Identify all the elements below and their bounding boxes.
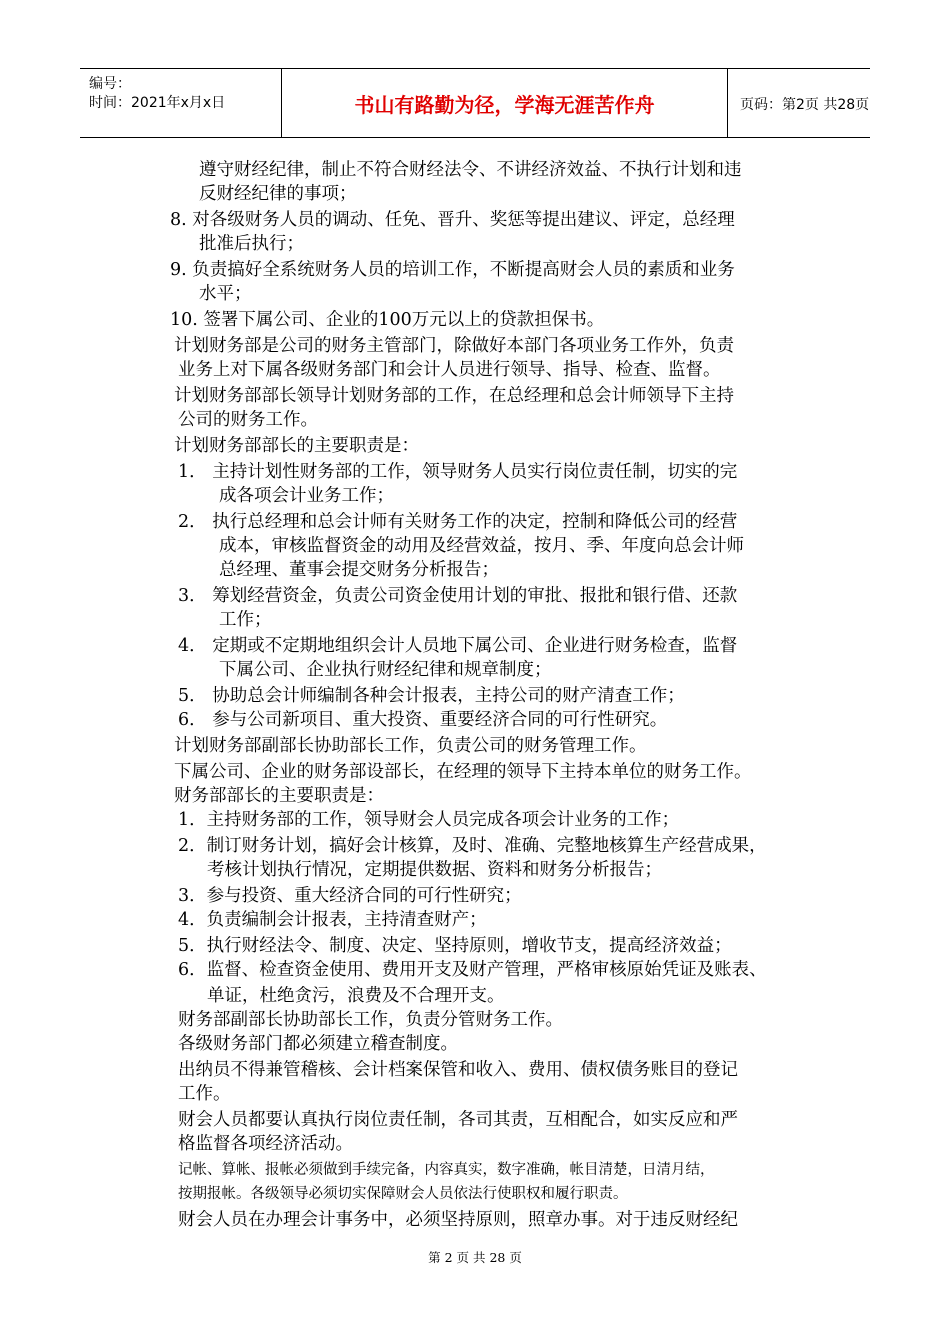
page-header	[80, 68, 870, 138]
text-line: 10. 签署下属公司、企业的100万元以上的贷款担保书。	[170, 310, 605, 330]
text-line: 2． 执行总经理和总会计师有关财务工作的决定，控制和降低公司的经营	[178, 512, 738, 532]
text-line: 按期报帐。各级领导必须切实保障财会人员依法行使职权和履行职责。	[178, 1186, 628, 1202]
text-line: 成各项会计业务工作；	[219, 486, 394, 506]
text-line: 水平；	[199, 284, 252, 304]
text-line: 5． 协助总会计师编制各种会计报表，主持公司的财产清查工作；	[178, 686, 685, 706]
text-line: 各级财务部门都必须建立稽查制度。	[178, 1034, 458, 1054]
number-label: 编号：	[89, 76, 131, 92]
text-line: 格监督各项经济活动。	[178, 1134, 353, 1154]
text-line: 出纳员不得兼管稽核、会计档案保管和收入、费用、债权债务账目的登记	[178, 1060, 738, 1080]
text-line: 公司的财务工作。	[178, 410, 318, 430]
text-line: 1．主持财务部的工作，领导财会人员完成各项会计业务的工作；	[178, 810, 680, 830]
page-footer: 第 2 页 共 28 页	[428, 1250, 522, 1265]
header-page-cell	[728, 69, 870, 137]
text-line: 业务上对下属各级财务部门和会计人员进行领导、指导、检查、监督。	[178, 360, 721, 380]
text-line: 单证，杜绝贪污，浪费及不合理开支。	[207, 986, 505, 1006]
text-line: 9. 负责搞好全系统财务人员的培训工作，不断提高财会人员的素质和业务	[170, 260, 735, 280]
text-line: 下属公司、企业执行财经纪律和规章制度；	[219, 660, 552, 680]
text-line: 财会人员都要认真执行岗位责任制，各司其责，互相配合，如实反应和严	[178, 1110, 738, 1130]
header-info-cell	[80, 69, 281, 137]
text-line: 4．负责编制会计报表，主持清查财产；	[178, 910, 487, 930]
text-line: 考核计划执行情况，定期提供数据、资料和财务分析报告；	[207, 860, 662, 880]
text-line: 4． 定期或不定期地组织会计人员地下属公司、企业进行财务检查，监督	[178, 636, 738, 656]
text-line: 计划财务部是公司的财务主管部门，除做好本部门各项业务工作外，负责	[174, 336, 734, 356]
text-line: 8. 对各级财务人员的调动、任免、晋升、奖惩等提出建议、评定，总经理	[170, 210, 735, 230]
text-line: 6． 参与公司新项目、重大投资、重要经济合同的可行性研究。	[178, 710, 668, 730]
text-line: 遵守财经纪律，制止不符合财经法令、不讲经济效益、不执行计划和违	[199, 160, 742, 180]
text-line: 批准后执行；	[199, 234, 304, 254]
text-line: 记帐、算帐、报帐必须做到手续完备，内容真实，数字准确，帐目清楚，日清月结，	[178, 1162, 715, 1178]
text-line: 成本，审核监督资金的动用及经营效益，按月、季、年度向总会计师	[219, 536, 744, 556]
text-line: 3． 筹划经营资金，负责公司资金使用计划的审批、报批和银行借、还款	[178, 586, 738, 606]
header-motto: 书山有路勤为径，学海无涯苦作舟	[354, 92, 655, 117]
page-label: 页码：第2页 共28页	[740, 97, 870, 113]
text-line: 2．制订财务计划，搞好会计核算，及时、准确、完整地核算生产经营成果，	[178, 836, 767, 856]
text-line: 财务部副部长协助部长工作，负责分管财务工作。	[178, 1010, 563, 1030]
text-line: 总经理、董事会提交财务分析报告；	[219, 560, 499, 580]
text-line: 1． 主持计划性财务部的工作，领导财务人员实行岗位责任制，切实的完	[178, 462, 738, 482]
text-line: 3．参与投资、重大经济合同的可行性研究；	[178, 886, 522, 906]
text-line: 财会人员在办理会计事务中，必须坚持原则，照章办事。对于违反财经纪	[178, 1210, 738, 1230]
text-line: 反财经纪律的事项；	[199, 184, 357, 204]
text-line: 5．执行财经法令、制度、决定、坚持原则，增收节支，提高经济效益；	[178, 936, 732, 956]
text-line: 计划财务部部长领导计划财务部的工作，在总经理和总会计师领导下主持	[174, 386, 734, 406]
text-line: 计划财务部部长的主要职责是：	[174, 436, 419, 456]
text-line: 计划财务部副部长协助部长工作，负责公司的财务管理工作。	[174, 736, 647, 756]
text-line: 下属公司、企业的财务部设部长，在经理的领导下主持本单位的财务工作。	[174, 762, 752, 782]
date-label: 时间：2021年x月x日	[89, 95, 226, 111]
text-line: 工作。	[178, 1084, 231, 1104]
text-line: 工作；	[219, 610, 272, 630]
text-line: 财务部部长的主要职责是：	[174, 786, 384, 806]
text-line: 6．监督、检查资金使用、费用开支及财产管理，严格审核原始凭证及账表、	[178, 960, 767, 980]
